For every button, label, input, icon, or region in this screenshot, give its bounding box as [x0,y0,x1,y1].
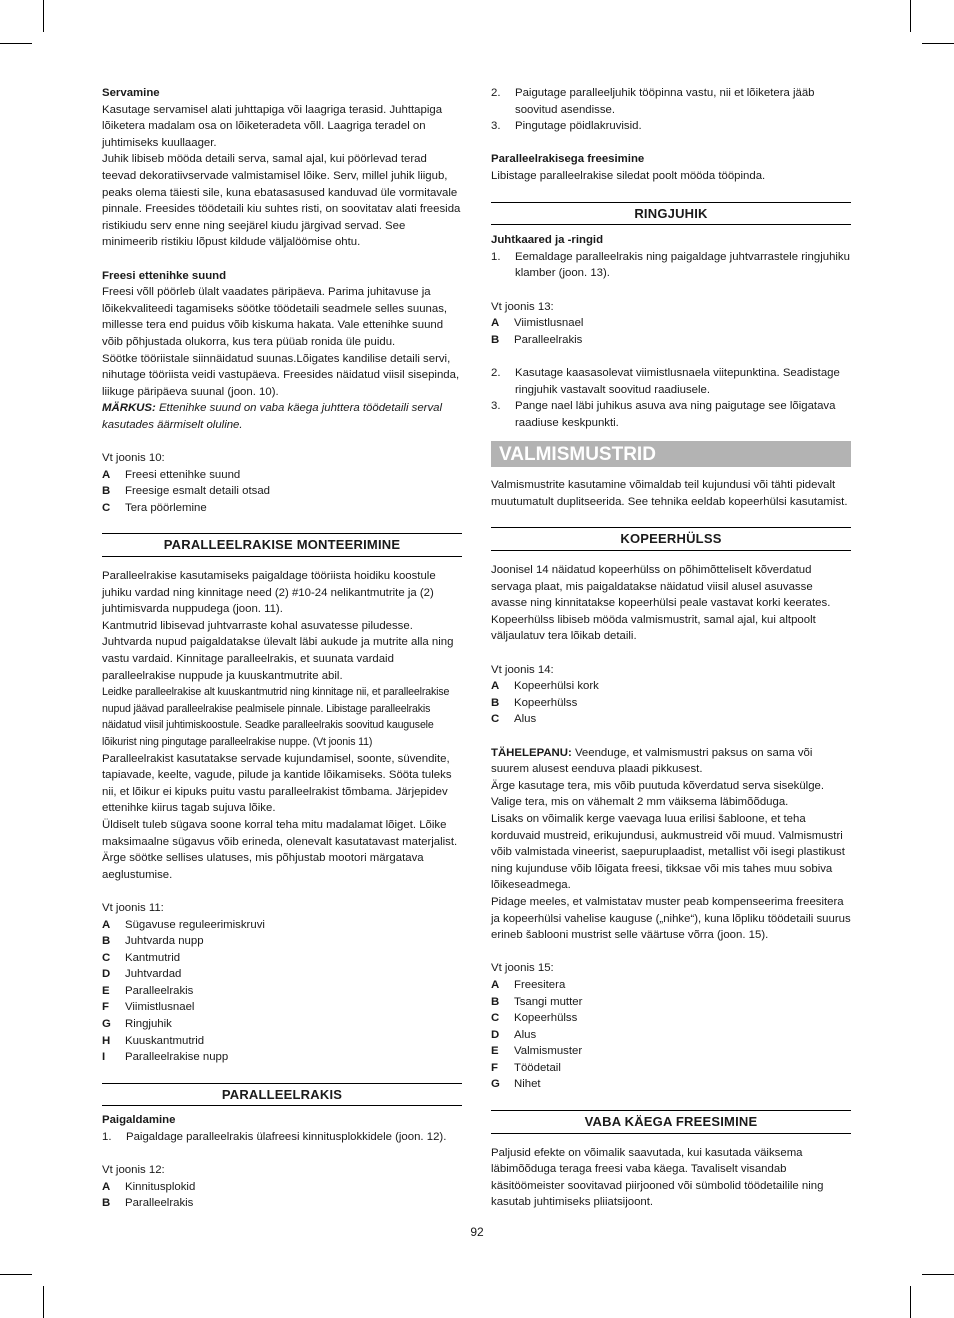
crop-mark [0,43,32,44]
step: 2. Kasutage kaasasolevat viimistlusnaela viitepunktina. Seadistage ringjuhik vastavalt soovitud raadiusele. [491,366,840,396]
crop-mark [910,1286,911,1318]
section-title: Servamine [102,87,160,99]
section-header: PARALLEELRAKISE MONTEERIMINE [102,533,462,557]
paragraph: Paralleelrakise kasutamiseks paigaldage tööriista hoidiku koostule juhiku vardad ning kinnitage need (2) #10-24 nelikantmutrite ja (2) juhtimisvarda nuppudega (joon. 11). [102,570,436,616]
legend-item: A Kopeerhülsi kork [491,680,599,693]
legend-item: A Freesi ettenihke suund [102,468,241,481]
paragraph: Paljusid efekte on võimalik saavutada, kui kasutada väiksema läbimõõduga teraga freesi vaba käega. Tavaliselt visandab käsitöömeister soovitavad piirjooned või sümbolid töödetailile ning kasutab juhtimiseks pliiatsijoont. [491,1146,824,1209]
page-number: 92 [470,1225,484,1239]
paragraph: Joonisel 14 näidatud kopeerhülss on põhimõtteliselt kõverdatud servaga plaat, mis paigaldatakse näidatud viisil alusel asuvasse avasse ning kinnitatakse kopeerhülsi peale vastavat korki keerates. Kopeerhülss libiseb mööda valmismustrit, samal ajal, kui altpoolt väljaulatuv tera lõikab detaili. [491,564,831,643]
legend-item: C Alus [491,713,537,726]
paragraph: Libistage paralleelrakise siledat poolt mööda tööpinda. [491,169,766,182]
legend-item: B Juhtvarda nupp [102,935,204,948]
section-title: Paigaldamine [102,1114,176,1127]
section-banner: VALMISMUSTRID [491,441,851,467]
paragraph: Freesi võll pöörleb ülalt vaadates päripäeva. Parima juhitavuse ja lõikekvaliteedi tagamiseks söötke töödetaili seadmele selles suunas, millesse tera end puidus võib kiskuma hakata. Vale ettenihke suund võib põhjustada olukorra, kus tera püüab ronida üle puidu. [102,286,448,348]
paragraph: Leidke paralleelrakise alt kuuskantmutrid ning kinnitage nii, et paralleelrakise nupud jäävad paralleelrakise pealmisele pinnale. Libistage paralleelrakis näidatud viisil juhtimiskoostule. Seadke paralleelrakis soovitud kaugusele lõikurist ning pingutage paralleelrakise nuppe. (Vt joonis 11) [102,686,450,748]
figure-ref: Vt joonis 12: [102,1164,165,1177]
legend-item: A Kinnitusplokid [102,1180,196,1193]
legend-list [102,1179,462,1212]
crop-mark [922,43,954,44]
section-header: RINGJUHIK [491,202,851,226]
step: 1. Eemaldage paralleelrakis ning paigaldage juhtvarrastele ringjuhiku klamber (joon. 13). [491,250,850,280]
legend-item: F Töödetail [491,1061,561,1074]
paragraph: Valmismustrite kasutamine võimaldab teil kujundusi või tähti pidevalt muutumatult duplitseerida. See tehnika eeldab kopeerhülsi kasutamist. [491,479,848,508]
note [102,400,462,433]
figure-ref: Vt joonis 14: [491,663,554,676]
legend-item: C Tera pöörlemine [102,501,207,514]
legend-item: A Sügavuse reguleerimiskruvi [102,918,265,931]
paragraph: Üldiselt tuleb sügava soone korral teha mitu madalamat lõiget. Lõike maksimaalne sügavus võib erineda, olenevalt kasutatavast materjalist. Ärge söötke sellises ulatuses, mis põhjustab mootori märgatava aeglustumise. [102,818,458,881]
legend-item: D Juhtvardad [102,968,182,981]
legend-item: E Paralleelrakis [102,984,194,997]
section-title: Juhtkaared ja -ringid [491,234,604,247]
section-header: VABA KÄEGA FREESIMINE [491,1110,851,1134]
figure-ref: Vt joonis 13: [491,300,554,313]
paragraph: Kantmutrid libisevad juhtvarraste kohal asuvatesse piludesse. Juhtvarda nupud paigaldatakse ülevalt läbi aukude ja mutrite alla ning vastu vardaid. Kinnitage paralleelrakis, et suunata vardaid paralleelrakise nuppude ja kuuskantmutrite abil. [102,619,454,682]
legend-item: G Nihet [491,1078,541,1091]
step: 1. Paigaldage paralleelrakis ülafreesi kinnitusplokkidele (joon. 12). [102,1131,447,1144]
paragraph: Pidage meeles, et valmistatav muster peab kompenseerima freesitera ja kopeerhülsi vahelise kauguse („nihke“), kuna lõpliku töödetaili suurus erineb šablooni mustrist selle väärtuse võrra (joon. 15). [491,895,851,942]
legend-item: E Valmismuster [491,1045,583,1058]
paragraph: Lisaks on võimalik kerge vaevaga luua erilisi šabloone, et teha korduvaid mustreid, erikujundusi, aukmustreid või muud. Valmismustri võib valmistada vineerist, saepuruplaadist, metallist või isegi plastikust ning kujunduse võib lõigata freesi, tikksae või mis tahes muu sobiva lõikeseadmega. [491,812,845,892]
legend-item: C Kantmutrid [102,951,181,964]
crop-mark [922,1274,954,1275]
crop-mark [43,0,44,32]
paragraph: Kasutage servamisel alati juhttapiga või laagriga terasid. Juhttapiga lõiketera madalam osa on lõiketeradeta võll. Laagriga teradel on juhtimiseks kuullaager. [102,103,443,149]
warning-text: Veenduge, et valmismustri paksus on sama või suurem alusest eenduva plaadi pikkusest. [491,746,813,776]
legend-list [491,977,851,1093]
crop-mark [910,0,911,32]
note-label: MÄRKUS: [102,402,156,415]
paragraph: Ärge kasutage tera, mis võib puutuda kõverdatud serva sisekülge. [491,779,825,792]
legend-item: C Kopeerhülss [491,1012,578,1025]
figure-ref: Vt joonis 15: [491,962,554,975]
step: 3. Pingutage pöidlakruvisid. [491,120,642,133]
legend-list [102,467,462,517]
legend-item: B Paralleelrakis [491,333,583,346]
crop-mark [0,1274,32,1275]
legend-list [491,678,851,728]
legend-item: D Alus [491,1028,537,1041]
left-column [102,85,462,1212]
legend-item: G Ringjuhik [102,1018,172,1031]
legend-item: A Freesitera [491,978,566,991]
crop-mark [43,1286,44,1318]
legend-item: F Viimistlusnael [102,1001,195,1014]
paragraph: Söötke tööriistale siinnäidatud suunas.Lõigates kandilise detaili servi, nihutage tööriista veidi vastupäeva. Freesides näidatud viisil sisepinda, liikuge päripäeva suunal (joon. 10). [102,352,460,398]
warning-label: TÄHELEPANU: [491,746,572,759]
note-text: Ettenihke suund on vaba käega juhttera töödetaili serval kasutades äärmiselt oluline. [102,402,443,431]
legend-item: B Freesige esmalt detaili otsad [102,485,270,498]
section-header: PARALLEELRAKIS [102,1083,462,1107]
legend-item: A Viimistlusnael [491,317,584,330]
right-column [491,85,851,1211]
step: 3. Pange nael läbi juhikus asuva ava ning paigutage see lõigatava raadiuse keskpunkti. [491,400,836,429]
paragraph: Juhik libiseb mööda detaili serva, samal ajal, kui pöörlevad terad teevad dekoratiivservade valmistamisel lõike. Serv, millel juhik liigub, peaks olema täiesti sile, kuna ebatasasused kanduvad üle vormitavale pinnale. Freesides töödetaili kiu suhtes risti, on soovitatav alati freesida ristikiudu serv enne ning seejärel kiudu järgivad servad. See minimeerib ristikiu lõpust kildude väljalöömise ohtu. [102,153,461,249]
legend-item: B Paralleelrakis [102,1197,194,1210]
legend-item: H Kuuskantmutrid [102,1034,205,1047]
legend-list [102,917,462,1066]
figure-ref: Vt joonis 10: [102,452,165,465]
step: 2. Paigutage paralleeljuhik tööpinna vastu, nii et lõiketera jääb soovitud asendisse. [491,87,815,116]
section-header: KOPEERHÜLSS [491,527,851,551]
legend-item: B Kopeerhülss [491,696,578,709]
legend-item: B Tsangi mutter [491,995,583,1008]
section-title: Paralleelrakisega freesimine [491,153,645,166]
figure-ref: Vt joonis 11: [102,901,164,914]
legend-list [491,315,851,348]
section-title: Freesi ettenihke suund [102,269,227,282]
warning [491,745,851,778]
paragraph: Paralleelrakist kasutatakse servade kujundamisel, soonte, süvendite, tapiavade, keelte, vagude, pilude ja kantide lõikamiseks. Sööta tuleks nii, et lõikur ei kipuks puitu vastu paralleelrakist tõmbama. Järjepidev ettenihke kiirus tagab sujuva lõike. [102,752,452,815]
paragraph: Valige tera, mis on vähemalt 2 mm väiksema läbimõõduga. [491,796,789,809]
legend-item: I Paralleelrakise nupp [102,1051,229,1064]
